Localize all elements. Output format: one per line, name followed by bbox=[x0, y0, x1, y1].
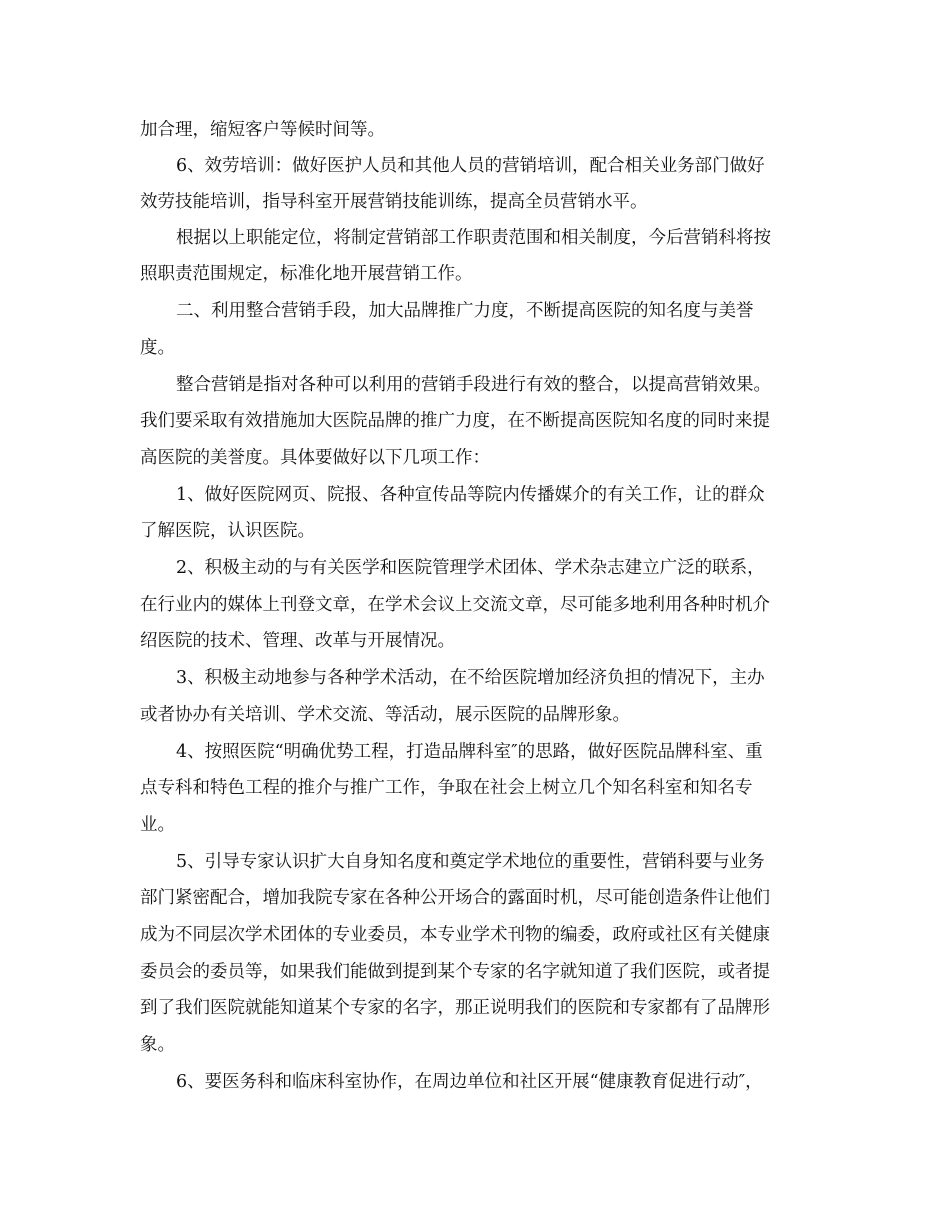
text-line: 委员会的委员等，如果我们能做到提到某个专家的名字就知道了我们医院，或者提 bbox=[140, 962, 770, 982]
text-line: 部门紧密配合，增加我院专家在各种公开场合的露面时机，尽可能创造条件让他们 bbox=[140, 888, 770, 908]
text-line: 高医院的美誉度。具体要做好以下几项工作： bbox=[140, 448, 490, 468]
text-line: 度。 bbox=[140, 338, 175, 358]
text-line: 整合营销是指对各种可以利用的营销手段进行有效的整合，以提高营销效果。 bbox=[176, 375, 771, 395]
text-line: 在行业内的媒体上刊登文章，在学术会议上交流文章，尽可能多地利用各种时机介 bbox=[140, 595, 770, 615]
text-line: 3、积极主动地参与各种学术活动，在不给医院增加经济负担的情况下，主办 bbox=[176, 668, 765, 688]
text-line: 效劳技能培训，指导科室开展营销技能训练，提高全员营销水平。 bbox=[140, 192, 648, 212]
text-line: 5、引导专家认识扩大自身知名度和奠定学术地位的重要性，营销科要与业务 bbox=[176, 852, 765, 872]
text-line: 1、做好医院网页、院报、各种宣传品等院内传播媒介的有关工作，让的群众 bbox=[176, 485, 765, 505]
text-line: 照职责范围规定，标准化地开展营销工作。 bbox=[140, 264, 473, 284]
text-line: 我们要采取有效措施加大医院品牌的推广力度，在不断提高医院知名度的同时来提 bbox=[140, 411, 770, 431]
text-line: 业。 bbox=[140, 815, 175, 835]
text-line: 6、效劳培训：做好医护人员和其他人员的营销培训，配合相关业务部门做好 bbox=[176, 156, 765, 176]
text-line: 或者协办有关培训、学术交流、等活动，展示医院的品牌形象。 bbox=[140, 705, 630, 725]
text-line: 加合理，缩短客户等候时间等。 bbox=[140, 120, 385, 140]
text-line: 点专科和特色工程的推介与推广工作，争取在社会上树立几个知名科室和知名专 bbox=[140, 778, 753, 798]
text-line: 二、利用整合营销手段，加大品牌推广力度，不断提高医院的知名度与美誉 bbox=[176, 301, 754, 321]
text-line: 2、积极主动的与有关医学和医院管理学术团体、学术杂志建立广泛的联系， bbox=[176, 558, 765, 578]
text-line: 了解医院，认识医院。 bbox=[140, 521, 315, 541]
text-line: 根据以上职能定位，将制定营销部工作职责范围和相关制度，今后营销科将按 bbox=[176, 228, 771, 248]
text-line: 绍医院的技术、管理、改革与开展情况。 bbox=[140, 631, 455, 651]
text-line: 4、按照医院“明确优势工程，打造品牌科室″的思路，做好医院品牌科室、重 bbox=[176, 742, 763, 762]
text-line: 到了我们医院就能知道某个专家的名字，那正说明我们的医院和专家都有了品牌形 bbox=[140, 998, 770, 1018]
text-line: 象。 bbox=[140, 1035, 175, 1055]
text-line: 6、要医务科和临床科室协作，在周边单位和社区开展“健康教育促进行动″， bbox=[176, 1072, 763, 1092]
text-line: 成为不同层次学术团体的专业委员，本专业学术刊物的编委，政府或社区有关健康 bbox=[140, 925, 770, 945]
